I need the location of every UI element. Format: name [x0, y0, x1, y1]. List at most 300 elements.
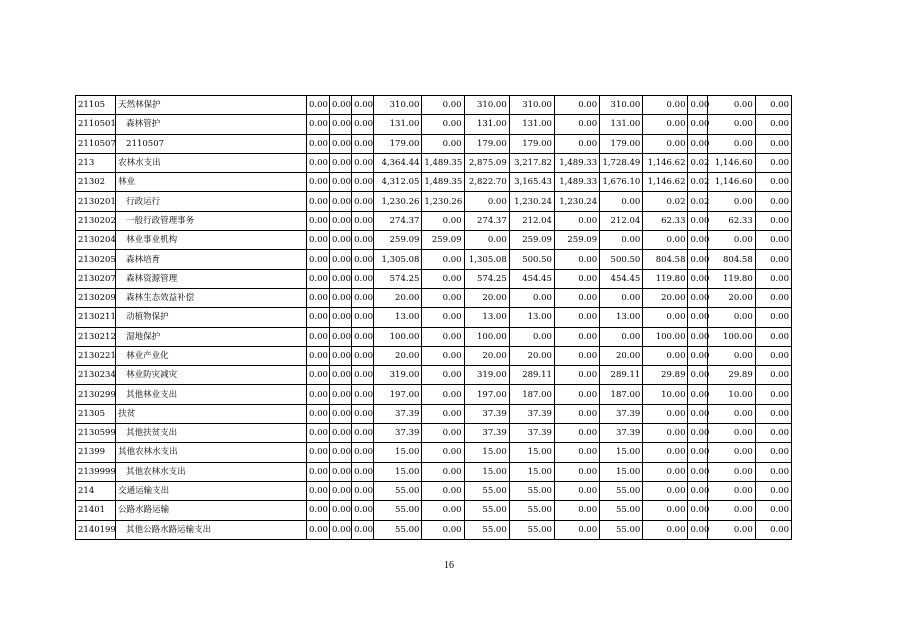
subject-code-cell: 213 [76, 153, 116, 172]
amount-cell: 3,217.82 [509, 153, 554, 172]
amount-cell: 0.00 [707, 231, 755, 250]
table-row [76, 308, 792, 327]
amount-cell: 0.00 [755, 153, 791, 172]
subject-name-text: 一般行政管理事务 [126, 215, 195, 226]
amount-cell: 212.04 [509, 211, 554, 230]
amount-cell: 0.00 [306, 250, 329, 269]
amount-cell: 3,165.43 [509, 173, 554, 192]
amount-cell: 0.00 [352, 481, 374, 500]
amount-cell: 0.00 [330, 192, 352, 211]
subject-code-cell: 21105 [76, 96, 116, 115]
amount-cell: 0.00 [422, 520, 464, 539]
amount-cell: 574.25 [464, 269, 509, 288]
amount-cell: 0.00 [330, 173, 352, 192]
subject-name-cell [116, 462, 307, 481]
amount-cell: 0.00 [707, 192, 755, 211]
amount-cell: 0.00 [643, 96, 688, 115]
amount-cell: 0.00 [352, 327, 374, 346]
amount-cell: 0.00 [422, 366, 464, 385]
amount-cell: 0.00 [554, 424, 599, 443]
amount-cell: 10.00 [643, 385, 688, 404]
table-row [76, 269, 792, 288]
amount-cell: 0.00 [643, 462, 688, 481]
amount-cell: 0.00 [306, 385, 329, 404]
amount-cell: 15.00 [374, 443, 422, 462]
amount-cell: 0.00 [554, 520, 599, 539]
amount-cell: 0.00 [330, 211, 352, 230]
amount-cell: 13.00 [464, 308, 509, 327]
amount-cell: 0.00 [306, 173, 329, 192]
amount-cell: 4,364.44 [374, 153, 422, 172]
amount-cell: 0.00 [554, 385, 599, 404]
amount-cell: 0.00 [688, 462, 707, 481]
amount-cell: 179.00 [600, 134, 643, 153]
subject-code-cell: 21401 [76, 501, 116, 520]
amount-cell: 0.02 [688, 153, 707, 172]
amount-cell: 13.00 [600, 308, 643, 327]
amount-cell: 1,305.08 [374, 250, 422, 269]
subject-name-cell [116, 481, 307, 500]
amount-cell: 0.00 [352, 153, 374, 172]
subject-name-cell [116, 520, 307, 539]
subject-code-cell: 21302 [76, 173, 116, 192]
subject-name-cell [116, 501, 307, 520]
subject-name-text: 湿地保护 [126, 331, 161, 342]
amount-cell: 0.00 [707, 346, 755, 365]
amount-cell: 0.00 [755, 115, 791, 134]
amount-cell: 100.00 [464, 327, 509, 346]
amount-cell: 1,489.33 [554, 153, 599, 172]
amount-cell: 274.37 [464, 211, 509, 230]
subject-name-cell [116, 250, 307, 269]
amount-cell: 500.50 [509, 250, 554, 269]
amount-cell: 55.00 [464, 501, 509, 520]
amount-cell: 0.00 [330, 481, 352, 500]
subject-name-text: 其他扶贫支出 [126, 428, 178, 439]
amount-cell: 0.00 [330, 404, 352, 423]
amount-cell: 0.00 [707, 481, 755, 500]
amount-cell: 0.00 [352, 385, 374, 404]
amount-cell: 15.00 [509, 443, 554, 462]
amount-cell: 37.39 [464, 404, 509, 423]
amount-cell: 0.02 [688, 192, 707, 211]
subject-name-cell [116, 96, 307, 115]
amount-cell: 0.00 [688, 231, 707, 250]
amount-cell: 20.00 [374, 346, 422, 365]
amount-cell: 0.02 [688, 173, 707, 192]
amount-cell: 62.33 [643, 211, 688, 230]
amount-cell: 0.00 [554, 115, 599, 134]
amount-cell: 0.00 [352, 231, 374, 250]
amount-cell: 0.00 [352, 250, 374, 269]
amount-cell: 15.00 [600, 443, 643, 462]
table-row [76, 250, 792, 269]
table-row [76, 327, 792, 346]
subject-name-text: 公路水路运输 [118, 505, 170, 516]
amount-cell: 0.00 [755, 424, 791, 443]
subject-name-text: 农林水支出 [118, 158, 161, 169]
amount-cell: 0.00 [352, 269, 374, 288]
amount-cell: 0.00 [554, 288, 599, 307]
subject-name-text: 林业防灾减灾 [126, 370, 178, 381]
amount-cell: 0.00 [643, 231, 688, 250]
amount-cell: 0.00 [306, 211, 329, 230]
amount-cell: 0.00 [688, 501, 707, 520]
amount-cell: 0.00 [554, 346, 599, 365]
subject-name-text: 森林生态效益补偿 [126, 293, 195, 304]
subject-code-cell: 2130207 [76, 269, 116, 288]
amount-cell: 0.00 [755, 385, 791, 404]
amount-cell: 0.00 [600, 288, 643, 307]
table-row [76, 173, 792, 192]
amount-cell: 0.00 [422, 424, 464, 443]
amount-cell: 29.89 [643, 366, 688, 385]
amount-cell: 187.00 [600, 385, 643, 404]
amount-cell: 37.39 [374, 404, 422, 423]
amount-cell: 0.00 [306, 231, 329, 250]
amount-cell: 0.00 [707, 404, 755, 423]
amount-cell: 37.39 [509, 404, 554, 423]
amount-cell: 1,676.10 [600, 173, 643, 192]
amount-cell: 0.00 [755, 96, 791, 115]
amount-cell: 0.00 [306, 192, 329, 211]
subject-code-cell: 2130211 [76, 308, 116, 327]
subject-name-text: 林业 [118, 177, 136, 188]
amount-cell: 0.00 [688, 269, 707, 288]
amount-cell: 20.00 [374, 288, 422, 307]
amount-cell: 0.00 [352, 424, 374, 443]
amount-cell: 0.00 [643, 404, 688, 423]
subject-name-cell [116, 404, 307, 423]
amount-cell: 0.00 [600, 327, 643, 346]
amount-cell: 179.00 [464, 134, 509, 153]
amount-cell: 0.00 [643, 115, 688, 134]
amount-cell: 0.00 [330, 443, 352, 462]
amount-cell: 2,875.09 [464, 153, 509, 172]
amount-cell: 20.00 [464, 346, 509, 365]
amount-cell: 0.00 [688, 134, 707, 153]
amount-cell: 0.00 [554, 366, 599, 385]
amount-cell: 0.00 [755, 462, 791, 481]
amount-cell: 0.00 [306, 308, 329, 327]
amount-cell: 0.00 [352, 443, 374, 462]
subject-code-cell: 2130201 [76, 192, 116, 211]
amount-cell: 0.00 [554, 443, 599, 462]
amount-cell: 0.00 [352, 115, 374, 134]
amount-cell: 0.00 [707, 96, 755, 115]
table-row [76, 481, 792, 500]
subject-code-cell: 21305 [76, 404, 116, 423]
subject-name-text: 动植物保护 [126, 312, 169, 323]
amount-cell: 0.00 [330, 308, 352, 327]
amount-cell: 1,489.33 [554, 173, 599, 192]
subject-name-text: 行政运行 [126, 196, 161, 207]
amount-cell: 0.00 [352, 173, 374, 192]
subject-name-text: 扶贫 [118, 408, 136, 419]
amount-cell: 0.00 [554, 211, 599, 230]
amount-cell: 119.80 [643, 269, 688, 288]
subject-name-text: 2110507 [126, 138, 165, 149]
amount-cell: 0.00 [352, 462, 374, 481]
amount-cell: 0.00 [306, 134, 329, 153]
amount-cell: 55.00 [464, 520, 509, 539]
table-row [76, 501, 792, 520]
amount-cell: 0.00 [464, 231, 509, 250]
amount-cell: 1,230.24 [554, 192, 599, 211]
amount-cell: 0.00 [554, 269, 599, 288]
amount-cell: 29.89 [707, 366, 755, 385]
amount-cell: 0.00 [352, 366, 374, 385]
subject-name-text: 其他公路水路运输支出 [126, 524, 212, 535]
amount-cell: 0.00 [707, 424, 755, 443]
amount-cell: 131.00 [509, 115, 554, 134]
amount-cell: 0.00 [330, 501, 352, 520]
subject-code-cell: 2130599 [76, 424, 116, 443]
amount-cell: 1,305.08 [464, 250, 509, 269]
amount-cell: 454.45 [600, 269, 643, 288]
amount-cell: 0.00 [755, 404, 791, 423]
amount-cell: 0.00 [422, 404, 464, 423]
amount-cell: 131.00 [464, 115, 509, 134]
amount-cell: 0.00 [755, 520, 791, 539]
subject-name-cell [116, 308, 307, 327]
amount-cell: 0.00 [554, 404, 599, 423]
amount-cell: 55.00 [464, 481, 509, 500]
amount-cell: 0.00 [643, 346, 688, 365]
subject-name-cell [116, 134, 307, 153]
amount-cell: 37.39 [600, 424, 643, 443]
subject-name-cell [116, 385, 307, 404]
amount-cell: 0.00 [755, 501, 791, 520]
table-row [76, 231, 792, 250]
amount-cell: 55.00 [600, 481, 643, 500]
amount-cell: 10.00 [707, 385, 755, 404]
amount-cell: 4,312.05 [374, 173, 422, 192]
subject-code-cell: 2130205 [76, 250, 116, 269]
table-row [76, 134, 792, 153]
amount-cell: 62.33 [707, 211, 755, 230]
subject-code-cell: 2110501 [76, 115, 116, 134]
amount-cell: 0.00 [643, 481, 688, 500]
amount-cell: 454.45 [509, 269, 554, 288]
amount-cell: 0.00 [688, 346, 707, 365]
amount-cell: 804.58 [707, 250, 755, 269]
amount-cell: 0.00 [688, 404, 707, 423]
amount-cell: 1,146.62 [643, 173, 688, 192]
amount-cell: 310.00 [509, 96, 554, 115]
amount-cell: 0.00 [554, 501, 599, 520]
amount-cell: 0.00 [707, 462, 755, 481]
table-row [76, 385, 792, 404]
amount-cell: 131.00 [600, 115, 643, 134]
amount-cell: 0.00 [330, 153, 352, 172]
amount-cell: 574.25 [374, 269, 422, 288]
amount-cell: 20.00 [707, 288, 755, 307]
amount-cell: 0.00 [422, 96, 464, 115]
amount-cell: 0.00 [643, 443, 688, 462]
amount-cell: 0.00 [330, 115, 352, 134]
amount-cell: 197.00 [464, 385, 509, 404]
amount-cell: 37.39 [374, 424, 422, 443]
amount-cell: 0.00 [707, 134, 755, 153]
amount-cell: 0.00 [306, 481, 329, 500]
amount-cell: 0.00 [643, 501, 688, 520]
subject-name-text: 林业产业化 [126, 351, 169, 361]
amount-cell: 0.00 [755, 134, 791, 153]
amount-cell: 0.00 [707, 443, 755, 462]
amount-cell: 0.00 [755, 269, 791, 288]
amount-cell: 1,146.60 [707, 153, 755, 172]
amount-cell: 15.00 [464, 443, 509, 462]
table-row [76, 462, 792, 481]
amount-cell: 179.00 [374, 134, 422, 153]
amount-cell: 0.00 [688, 520, 707, 539]
amount-cell: 20.00 [600, 346, 643, 365]
amount-cell: 0.00 [306, 462, 329, 481]
subject-code-cell: 2130299 [76, 385, 116, 404]
amount-cell: 0.00 [306, 115, 329, 134]
amount-cell: 0.00 [352, 192, 374, 211]
amount-cell: 0.00 [306, 404, 329, 423]
amount-cell: 119.80 [707, 269, 755, 288]
amount-cell: 1,489.35 [422, 153, 464, 172]
amount-cell: 0.00 [600, 192, 643, 211]
amount-cell: 259.09 [374, 231, 422, 250]
amount-cell: 37.39 [600, 404, 643, 423]
amount-cell: 0.00 [330, 134, 352, 153]
amount-cell: 0.00 [643, 424, 688, 443]
amount-cell: 0.00 [330, 424, 352, 443]
amount-cell: 0.00 [688, 96, 707, 115]
amount-cell: 100.00 [707, 327, 755, 346]
table-row [76, 424, 792, 443]
subject-name-text: 天然林保护 [118, 100, 161, 111]
amount-cell: 0.00 [422, 443, 464, 462]
amount-cell: 0.00 [688, 308, 707, 327]
amount-cell: 0.00 [422, 269, 464, 288]
amount-cell: 259.09 [509, 231, 554, 250]
amount-cell: 0.00 [306, 443, 329, 462]
amount-cell: 0.00 [306, 366, 329, 385]
subject-code-cell: 21399 [76, 443, 116, 462]
amount-cell: 0.00 [755, 443, 791, 462]
amount-cell: 0.00 [509, 288, 554, 307]
amount-cell: 0.00 [422, 327, 464, 346]
amount-cell: 1,230.26 [374, 192, 422, 211]
amount-cell: 55.00 [509, 520, 554, 539]
amount-cell: 319.00 [464, 366, 509, 385]
amount-cell: 0.00 [707, 520, 755, 539]
subject-name-cell [116, 269, 307, 288]
amount-cell: 0.00 [422, 308, 464, 327]
amount-cell: 20.00 [464, 288, 509, 307]
subject-name-cell [116, 192, 307, 211]
amount-cell: 0.00 [707, 501, 755, 520]
amount-cell: 0.00 [755, 211, 791, 230]
subject-code-cell: 2130212 [76, 327, 116, 346]
amount-cell: 0.00 [306, 288, 329, 307]
amount-cell: 0.00 [643, 520, 688, 539]
subject-name-text: 其他农林水支出 [118, 447, 178, 458]
amount-cell: 0.00 [306, 153, 329, 172]
subject-code-cell: 2140199 [76, 520, 116, 539]
amount-cell: 0.00 [306, 346, 329, 365]
amount-cell: 212.04 [600, 211, 643, 230]
amount-cell: 0.00 [422, 501, 464, 520]
subject-name-text: 林业事业机构 [126, 235, 178, 246]
subject-code-cell: 214 [76, 481, 116, 500]
amount-cell: 0.00 [707, 115, 755, 134]
amount-cell: 0.00 [422, 250, 464, 269]
amount-cell: 0.00 [352, 404, 374, 423]
subject-name-cell [116, 288, 307, 307]
subject-name-text: 森林资源管理 [126, 273, 178, 284]
amount-cell: 37.39 [509, 424, 554, 443]
amount-cell: 15.00 [509, 462, 554, 481]
amount-cell: 1,230.26 [422, 192, 464, 211]
amount-cell: 0.00 [306, 501, 329, 520]
amount-cell: 0.00 [422, 481, 464, 500]
amount-cell: 0.00 [554, 462, 599, 481]
amount-cell: 0.00 [755, 192, 791, 211]
amount-cell: 0.00 [509, 327, 554, 346]
budget-table [75, 95, 792, 540]
amount-cell: 0.00 [554, 308, 599, 327]
amount-cell: 0.00 [422, 346, 464, 365]
amount-cell: 0.00 [422, 288, 464, 307]
amount-cell: 0.00 [330, 385, 352, 404]
amount-cell: 0.00 [306, 96, 329, 115]
amount-cell: 55.00 [374, 481, 422, 500]
amount-cell: 0.00 [330, 269, 352, 288]
amount-cell: 0.00 [330, 520, 352, 539]
amount-cell: 0.00 [554, 134, 599, 153]
amount-cell: 0.00 [352, 288, 374, 307]
amount-cell: 0.00 [352, 346, 374, 365]
subject-name-text: 森林培育 [126, 254, 161, 265]
amount-cell: 1,146.60 [707, 173, 755, 192]
table-row [76, 153, 792, 172]
amount-cell: 197.00 [374, 385, 422, 404]
amount-cell: 0.00 [755, 288, 791, 307]
amount-cell: 0.00 [643, 308, 688, 327]
amount-cell: 0.00 [755, 308, 791, 327]
amount-cell: 0.00 [352, 308, 374, 327]
amount-cell: 0.00 [755, 366, 791, 385]
subject-name-cell [116, 231, 307, 250]
amount-cell: 0.00 [688, 481, 707, 500]
subject-name-cell [116, 153, 307, 172]
amount-cell: 0.00 [688, 288, 707, 307]
subject-name-cell [116, 424, 307, 443]
subject-name-cell [116, 173, 307, 192]
amount-cell: 0.00 [422, 134, 464, 153]
subject-name-text: 其他林业支出 [126, 389, 178, 400]
subject-name-text: 森林管护 [126, 119, 161, 130]
amount-cell: 0.00 [422, 462, 464, 481]
amount-cell: 0.00 [688, 211, 707, 230]
amount-cell: 55.00 [509, 481, 554, 500]
amount-cell: 1,489.35 [422, 173, 464, 192]
amount-cell: 289.11 [509, 366, 554, 385]
amount-cell: 0.00 [352, 134, 374, 153]
amount-cell: 0.00 [464, 192, 509, 211]
table-row [76, 520, 792, 539]
table-row [76, 443, 792, 462]
amount-cell: 289.11 [600, 366, 643, 385]
amount-cell: 310.00 [600, 96, 643, 115]
subject-code-cell: 2130202 [76, 211, 116, 230]
